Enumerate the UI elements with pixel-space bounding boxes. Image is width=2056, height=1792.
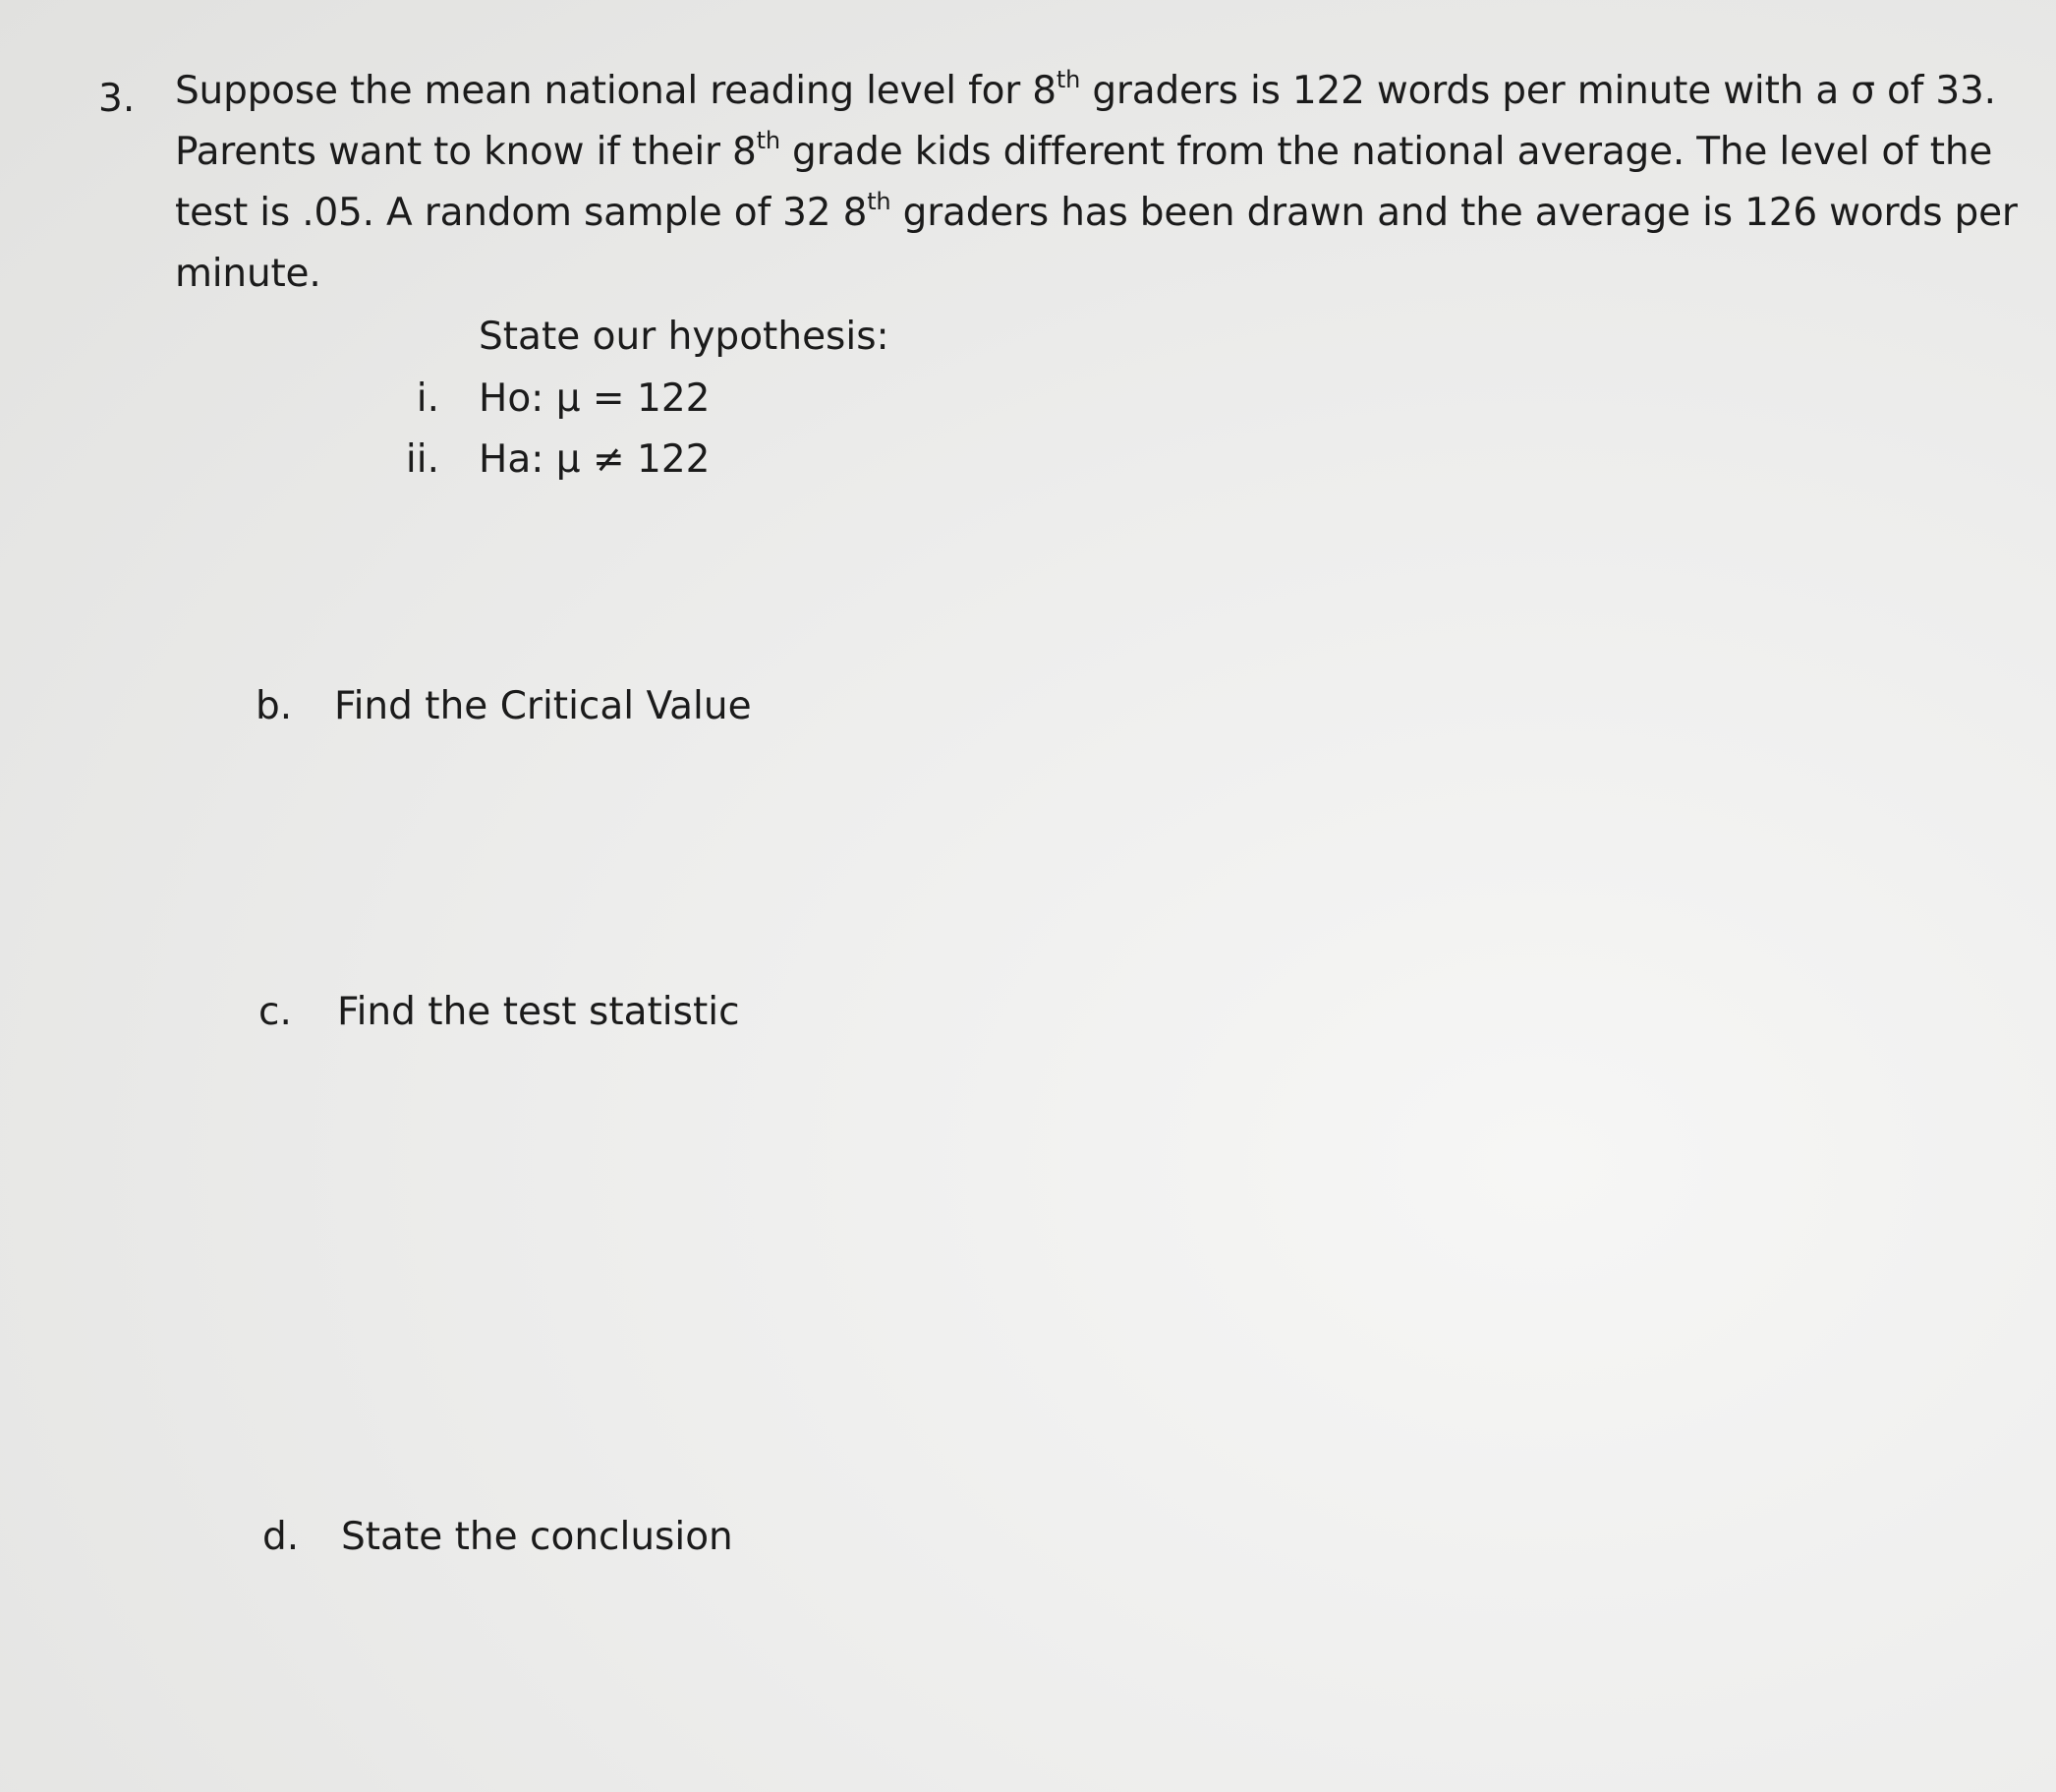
hypothesis-intro: State our hypothesis: <box>479 315 889 359</box>
part-b-text: Find the Critical Value <box>334 684 752 728</box>
superscript-th: th <box>756 127 780 154</box>
question-number: 3. <box>98 77 136 121</box>
question-line-2: Parents want to know if their 8th grade kids different from the national average. The level of the <box>175 127 1993 174</box>
superscript-th: th <box>867 188 891 215</box>
null-hypothesis-text: Ho: μ = 122 <box>479 376 711 421</box>
alternative-hypothesis <box>371 430 711 491</box>
part-letter: d. <box>262 1515 300 1559</box>
null-hypothesis <box>371 369 710 430</box>
superscript-th: th <box>1056 66 1081 93</box>
part-c-text: Find the test statistic <box>337 990 740 1034</box>
list-marker: i. <box>416 376 439 421</box>
question-line-1: Suppose the mean national reading level for 8th graders is 122 words per minute with a σ of 33. <box>175 66 1996 113</box>
part-d <box>262 1507 733 1568</box>
part-letter: c. <box>258 990 292 1034</box>
question-line-4: minute. <box>175 252 321 296</box>
question-text <box>175 61 2018 305</box>
part-b <box>256 676 752 737</box>
question-line-3: test is .05. A random sample of 32 8th graders has been drawn and the average is 126 words per <box>175 188 2018 235</box>
part-c <box>258 982 740 1043</box>
alternative-hypothesis-text: Ha: μ ≠ 122 <box>479 437 711 482</box>
part-d-text: State the conclusion <box>341 1515 733 1559</box>
list-marker: ii. <box>405 437 439 482</box>
part-letter: b. <box>256 684 293 728</box>
